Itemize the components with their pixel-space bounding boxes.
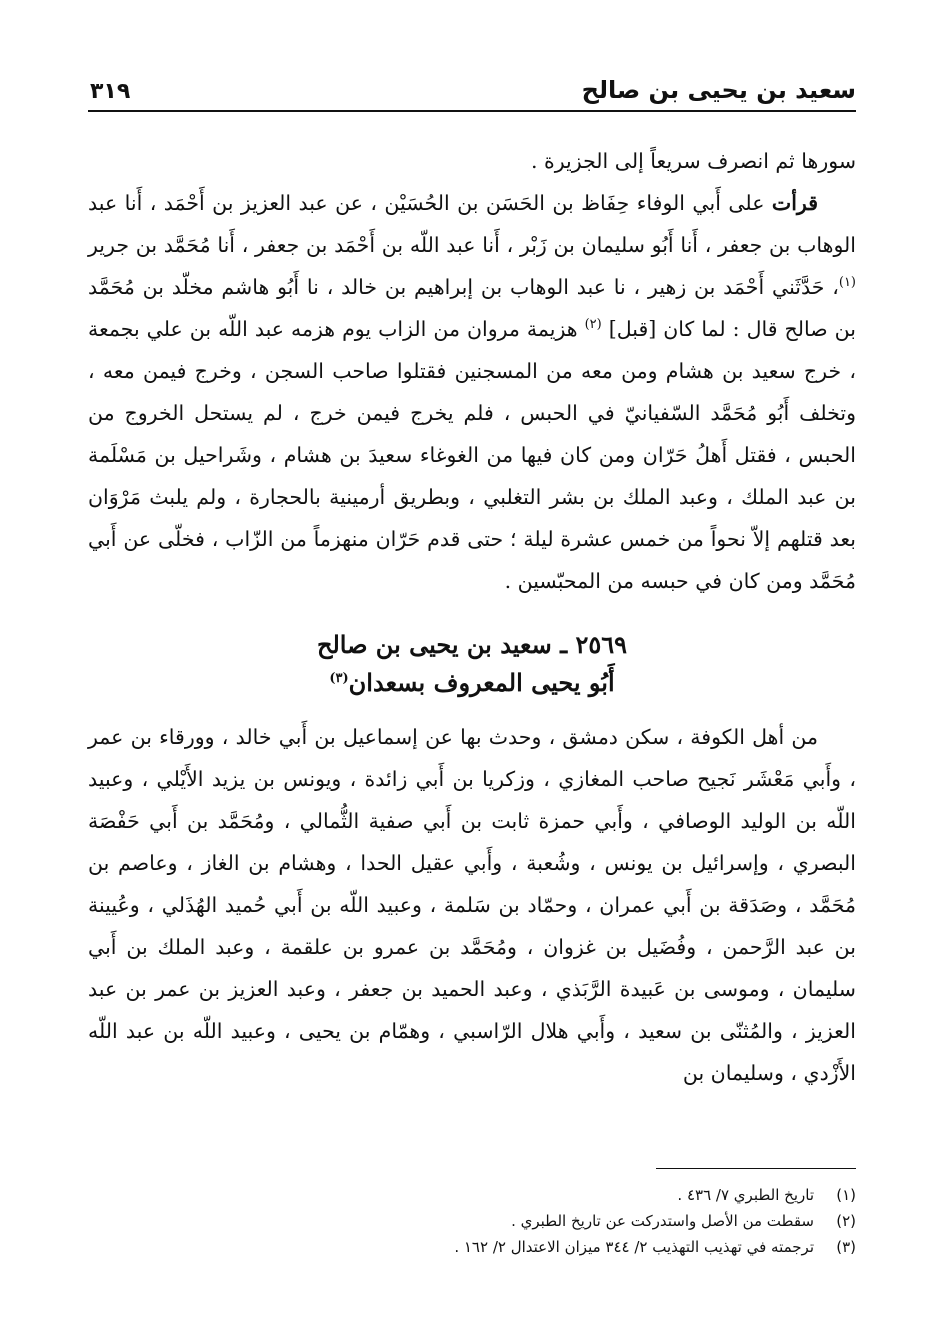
entry-heading-title: ٢٥٦٩ ـ سعيد بن يحيى بن صالح [316,630,628,659]
footnote-number: (١) [836,1186,856,1204]
footnote-number: (٢) [836,1212,856,1230]
paragraph-2-part-c: هزيمة مروان من الزاب يوم هزمه عبد اللّه بن علي بجمعة ، خرج سعيد بن هشام ومن معه من المسجنين فقتلوا صاحب السجن ، وخرج فيمن معه ، وتخلف أَبُو مُحَمَّد السّفيانيّ في الحبس ، فلم يخرج فيمن خرج ، لم يستحل الخروج من الحبس ، فقتل أَهلُ حَرّان ومن كان فيها من الغوغاء سعيدَ بن هشام ، وشَراحيل بن مَسْلَمة بن عبد الملك ، وعبد الملك بن بشر التغلبي ، وبطريق أرمينية بالحجارة ، ولم يلبث مَرْوَان بعد قتلهم إلاّ نحواً من خمس عشرة ليلة ؛ حتى قدم حَرّان منهزماً من الزّاب ، فخلّى عن أَبي مُحَمَّد ومن كان في حبسه من المحبّسين . [88,317,856,593]
footnote-ref-3[interactable]: (٣) [329,671,349,686]
entry-heading-subtitle [88,664,856,702]
footnote-text: تاريخ الطبري ٧/ ٤٣٦ . [677,1186,814,1204]
paragraph-2-lead: قرأت [771,191,818,215]
paragraph-2-part-a: على أَبي الوفاء حِفَاظ بن الحَسَن بن الحُسَيْن ، عن عبد العزيز بن أَحْمَد ، أَنا عبد الوهاب بن جعفر ، أَنا أَبُو سليمان بن زَبْر ، أَنا عبد اللّه بن أَحْمَد بن جعفر ، أَنا مُحَمَّد بن جرير [88,191,856,257]
paragraph-2 [88,182,856,602]
footnote-ref-2[interactable]: (٢) [584,317,602,333]
footnote-number: (٣) [836,1238,856,1256]
entry-heading-kunya: أَبُو يحيى المعروف بسعدان [348,668,615,697]
footnotes [88,1182,856,1260]
running-header [90,64,856,104]
footnote-1 [88,1182,856,1208]
footnote-text: ترجمته في تهذيب التهذيب ٢/ ٣٤٤ ميزان الاعتدال ٢/ ١٦٢ . [454,1238,814,1256]
running-title: سعيد بن يحيى بن صالح [581,76,856,104]
page-number: ٣١٩ [90,79,131,104]
main-text [88,140,856,1094]
header-divider [88,110,856,112]
footnote-ref-1[interactable]: (١) [838,275,856,291]
footnote-text: سقطت من الأصل واستدركت عن تاريخ الطبري . [511,1212,814,1230]
footnote-2 [88,1208,856,1234]
entry-heading [88,626,856,702]
footnote-3 [88,1234,856,1260]
footnote-divider [656,1168,856,1169]
paragraph-1: سورها ثم انصرف سريعاً إلى الجزيرة . [530,149,856,173]
paragraph-2-part-b: ، حَدَّثَني أَحْمَد بن زهير ، نا عبد الوهاب بن إبراهيم بن خالد ، نا أَبُو هاشم مخلّد بن مُحَمَّد بن صالح قال : لما كان [قبل] [88,275,856,341]
paragraph-3: من أهل الكوفة ، سكن دمشق ، وحدث بها عن إسماعيل بن أَبي خالد ، وورقاء بن عمر ، وأَبي مَعْشَر نَجيح صاحب المغازي ، وزكريا بن أَبي زائدة ، ويونس بن يزيد الأَيْلي ، وعبيد اللّه بن الوليد الوصافي ، وأَبي حمزة ثابت بن أَبي صفية الثُّمالي ، ومُحَمَّد بن أَبي حَفْصَة البصري ، وإسرائيل بن يونس ، وشُعبة ، وأَبي عقيل الحدا ، وهشام بن الغاز ، وعاصم بن مُحَمَّد ، وصَدَقة بن أَبي عمران ، وحمّاد بن سَلمة ، وعبيد اللّه بن أَبي حُميد الهُذَلي ، وعُيينة بن عبد الرَّحمن ، وفُضَيل بن غزوان ، ومُحَمَّد بن عمرو بن علقمة ، وعبد الملك بن أَبي سليمان ، وموسى بن عَبيدة الرَّبَذي ، وعبد الحميد بن جعفر ، وعبد العزيز بن عمر بن عبد العزيز ، والمُثنّى بن سعيد ، وأَبي هلال الرّاسبي ، وهمّام بن يحيى ، وعبيد اللّه بن عبد اللّه الأَزْدي ، وسليمان بن [88,725,856,1085]
